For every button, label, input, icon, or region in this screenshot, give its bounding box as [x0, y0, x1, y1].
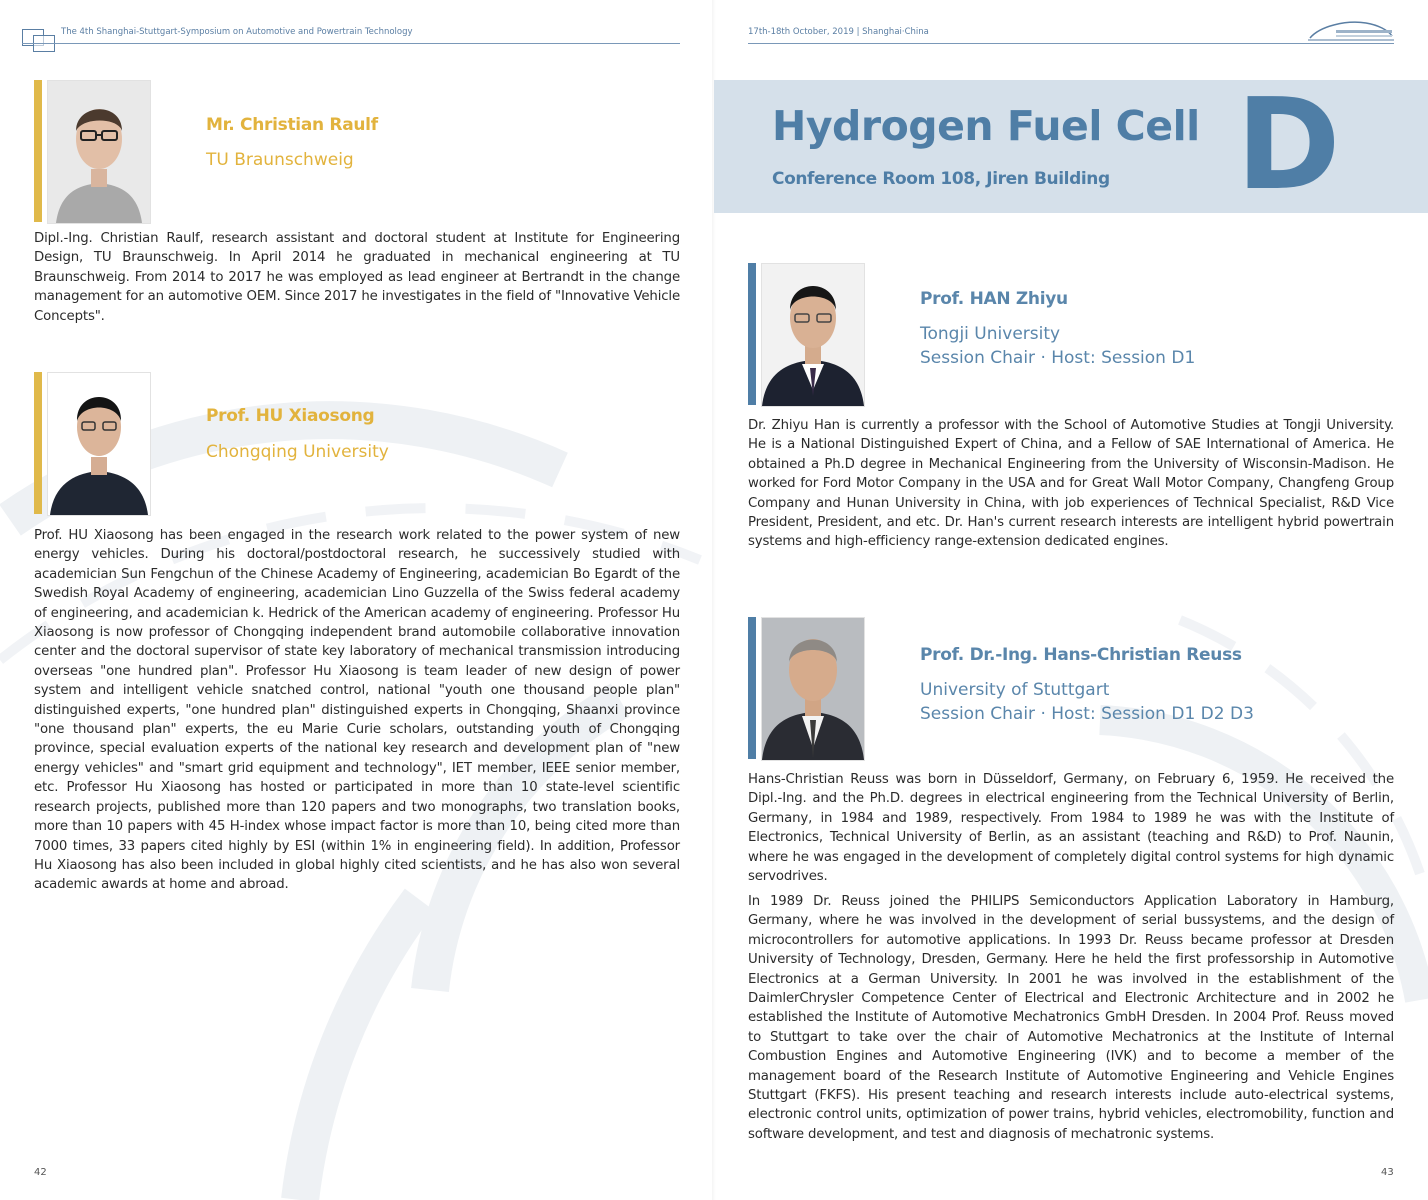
speaker-role: Session Chair · Host: Session D1 D2 D3: [920, 704, 1254, 724]
speaker-photo-hu: [47, 372, 151, 516]
speaker-affiliation: University of Stuttgart: [920, 680, 1110, 700]
overlapping-squares-icon: [22, 29, 54, 51]
speaker-name: Mr. Christian Raulf: [206, 115, 378, 135]
speaker-affiliation: Chongqing University: [206, 442, 389, 462]
speaker-photo-reuss: [761, 617, 865, 761]
session-letter: D: [1236, 71, 1341, 218]
header-date: 17th-18th October, 2019 | Shanghai·China: [748, 27, 929, 37]
speaker-bio: Hans-Christian Reuss was born in Düsseldorf, Germany, on February 6, 1959. He received the Dipl.-Ing. and the Ph.D. degrees in electrical engineering from the Technical University of Berlin, Germany, in 1984 and 1989, respectively. From 1984 to 1989 he was with the Institute of Electronics, Technical University of Berlin, as an assistant (teaching and R&D) to Prof. Naunin, where he was engaged in the development of completely digital control systems for high dynamic servodrives.: [748, 772, 1394, 885]
header-title: The 4th Shanghai-Stuttgart-Symposium on Automotive and Powertrain Technology: [61, 27, 413, 37]
header-rule: [748, 43, 1394, 44]
speaker-bio-continued: In 1989 Dr. Reuss joined the PHILIPS Semiconductors Application Laboratory in Hamburg, Germany, where he was involved in the development of serial bussystems, and the design of microcontrollers for automotive applications. In 1993 Dr. Reuss became professor at Dresden University of Technology, Dresden, Germany. Here he held the first professorship in Automotive Electronics at a German University. In 2001 he was involved in the establishment of the DaimlerChrysler Competence Center of Electrical and Electronic Architecture and in 2002 he established the Institute of Automotive Mechatronics GmbH Dresden. In 2004 Prof. Reuss moved to Stuttgart to take over the chair of Automotive Mechatronics at the Institute of Internal Combustion Engines and Automotive Engineering (IVK) and to become a member of the management board of the Research Institute of Automotive Engineering and Vehicle Engines Stuttgart (FKFS). His present teaching and research interests include auto-electrical systems, electronic control units, optimization of power trains, hybrid vehicles, electromobility, function and software development, and test and diagnosis of mechatronic systems.: [748, 894, 1394, 1142]
session-room: Conference Room 108, Jiren Building: [772, 169, 1110, 189]
page-number: 42: [34, 1167, 47, 1178]
page-number: 43: [1381, 1167, 1394, 1178]
speaker-bio: Prof. HU Xiaosong has been engaged in the research work related to the power system of new energy vehicles. During his doctoral/postdoctoral research, he successively studied with academician Sun Fengchun of the Chinese Academy of Engineering, academician Bo Egardt of the Swedish Royal Academy of engineering, academician Lino Guzzella of the Swiss federal academy of engineering, and academician k. Hedrick of the American academy of engineering. Professor Hu Xiaosong is now professor of Chongqing independent brand automobile collaborative innovation center and the doctoral supervisor of state key laboratory of mechanical transmission introducing overseas "one hundred plan". Professor Hu Xiaosong is team leader of new design of power system and intelligent vehicle snatched control, national "youth one thousand people plan" distinguished experts, "one hundred plan" distinguished experts in Chongqing, Shaanxi province "one thousand plan" experts, the eu Marie Curie scholars, outstanding youth of Chongqing province, special evaluation experts of the national key research and development plan of "new energy vehicles" and "smart grid equipment and technology", IET member, IEEE senior member, etc. Professor Hu Xiaosong has hosted or participated in more than 10 state-level scientific research projects, published more than 120 papers and two monographs, two translation books, more than 10 papers with 45 H-index whose impact factor is more than 10, being cited more than 7000 times, 33 papers cited highly by ESI (within 1% in engineering field). In addition, Professor Hu Xiaosong has also been included in global highly cited scientists, and he has also won several academic awards at home and abroad.: [34, 528, 680, 893]
accent-bar: [34, 80, 42, 222]
symposium-car-logo: [1306, 18, 1396, 44]
accent-bar: [748, 617, 756, 759]
speaker-name: Prof. HAN Zhiyu: [920, 289, 1068, 309]
speaker-affiliation: Tongji University: [920, 324, 1061, 344]
session-title: Hydrogen Fuel Cell: [772, 102, 1200, 150]
speaker-photo-raulf: [47, 80, 151, 224]
session-banner: [714, 71, 1428, 218]
speaker-bio: Dipl.-Ing. Christian Raulf, research assistant and doctoral student at Institute for Engineering Design, TU Braunschweig. In April 2014 he graduated in mechanical engineering at TU Braunschweig. From 2014 to 2017 he was employed as lead engineer at Bertrandt in the change management for an automotive OEM. Since 2017 he investigates in the field of "Innovative Vehicle Concepts".: [34, 231, 680, 324]
speaker-name: Prof. HU Xiaosong: [206, 406, 375, 426]
speaker-name: Prof. Dr.-Ing. Hans-Christian Reuss: [920, 645, 1242, 665]
speaker-role: Session Chair · Host: Session D1: [920, 348, 1196, 368]
speaker-affiliation: TU Braunschweig: [206, 150, 354, 170]
speaker-photo-han: [761, 263, 865, 407]
accent-bar: [34, 372, 42, 514]
header-rule: [22, 43, 680, 44]
accent-bar: [748, 263, 756, 405]
speaker-bio: Dr. Zhiyu Han is currently a professor with the School of Automotive Studies at Tongji University. He is a National Distinguished Expert of China, and a Fellow of SAE International of America. He obtained a Ph.D degree in Mechanical Engineering from the University of Wisconsin-Madison. He worked for Ford Motor Company in the USA and for Great Wall Motor Company, Changfeng Group Company and Hunan University in China, with job experiences of Technical Specialist, R&D Vice President, President, and etc. Dr. Han's current research interests are intelligent hybrid powertrain systems and high-efficiency range-extension dedicated engines.: [748, 418, 1394, 550]
